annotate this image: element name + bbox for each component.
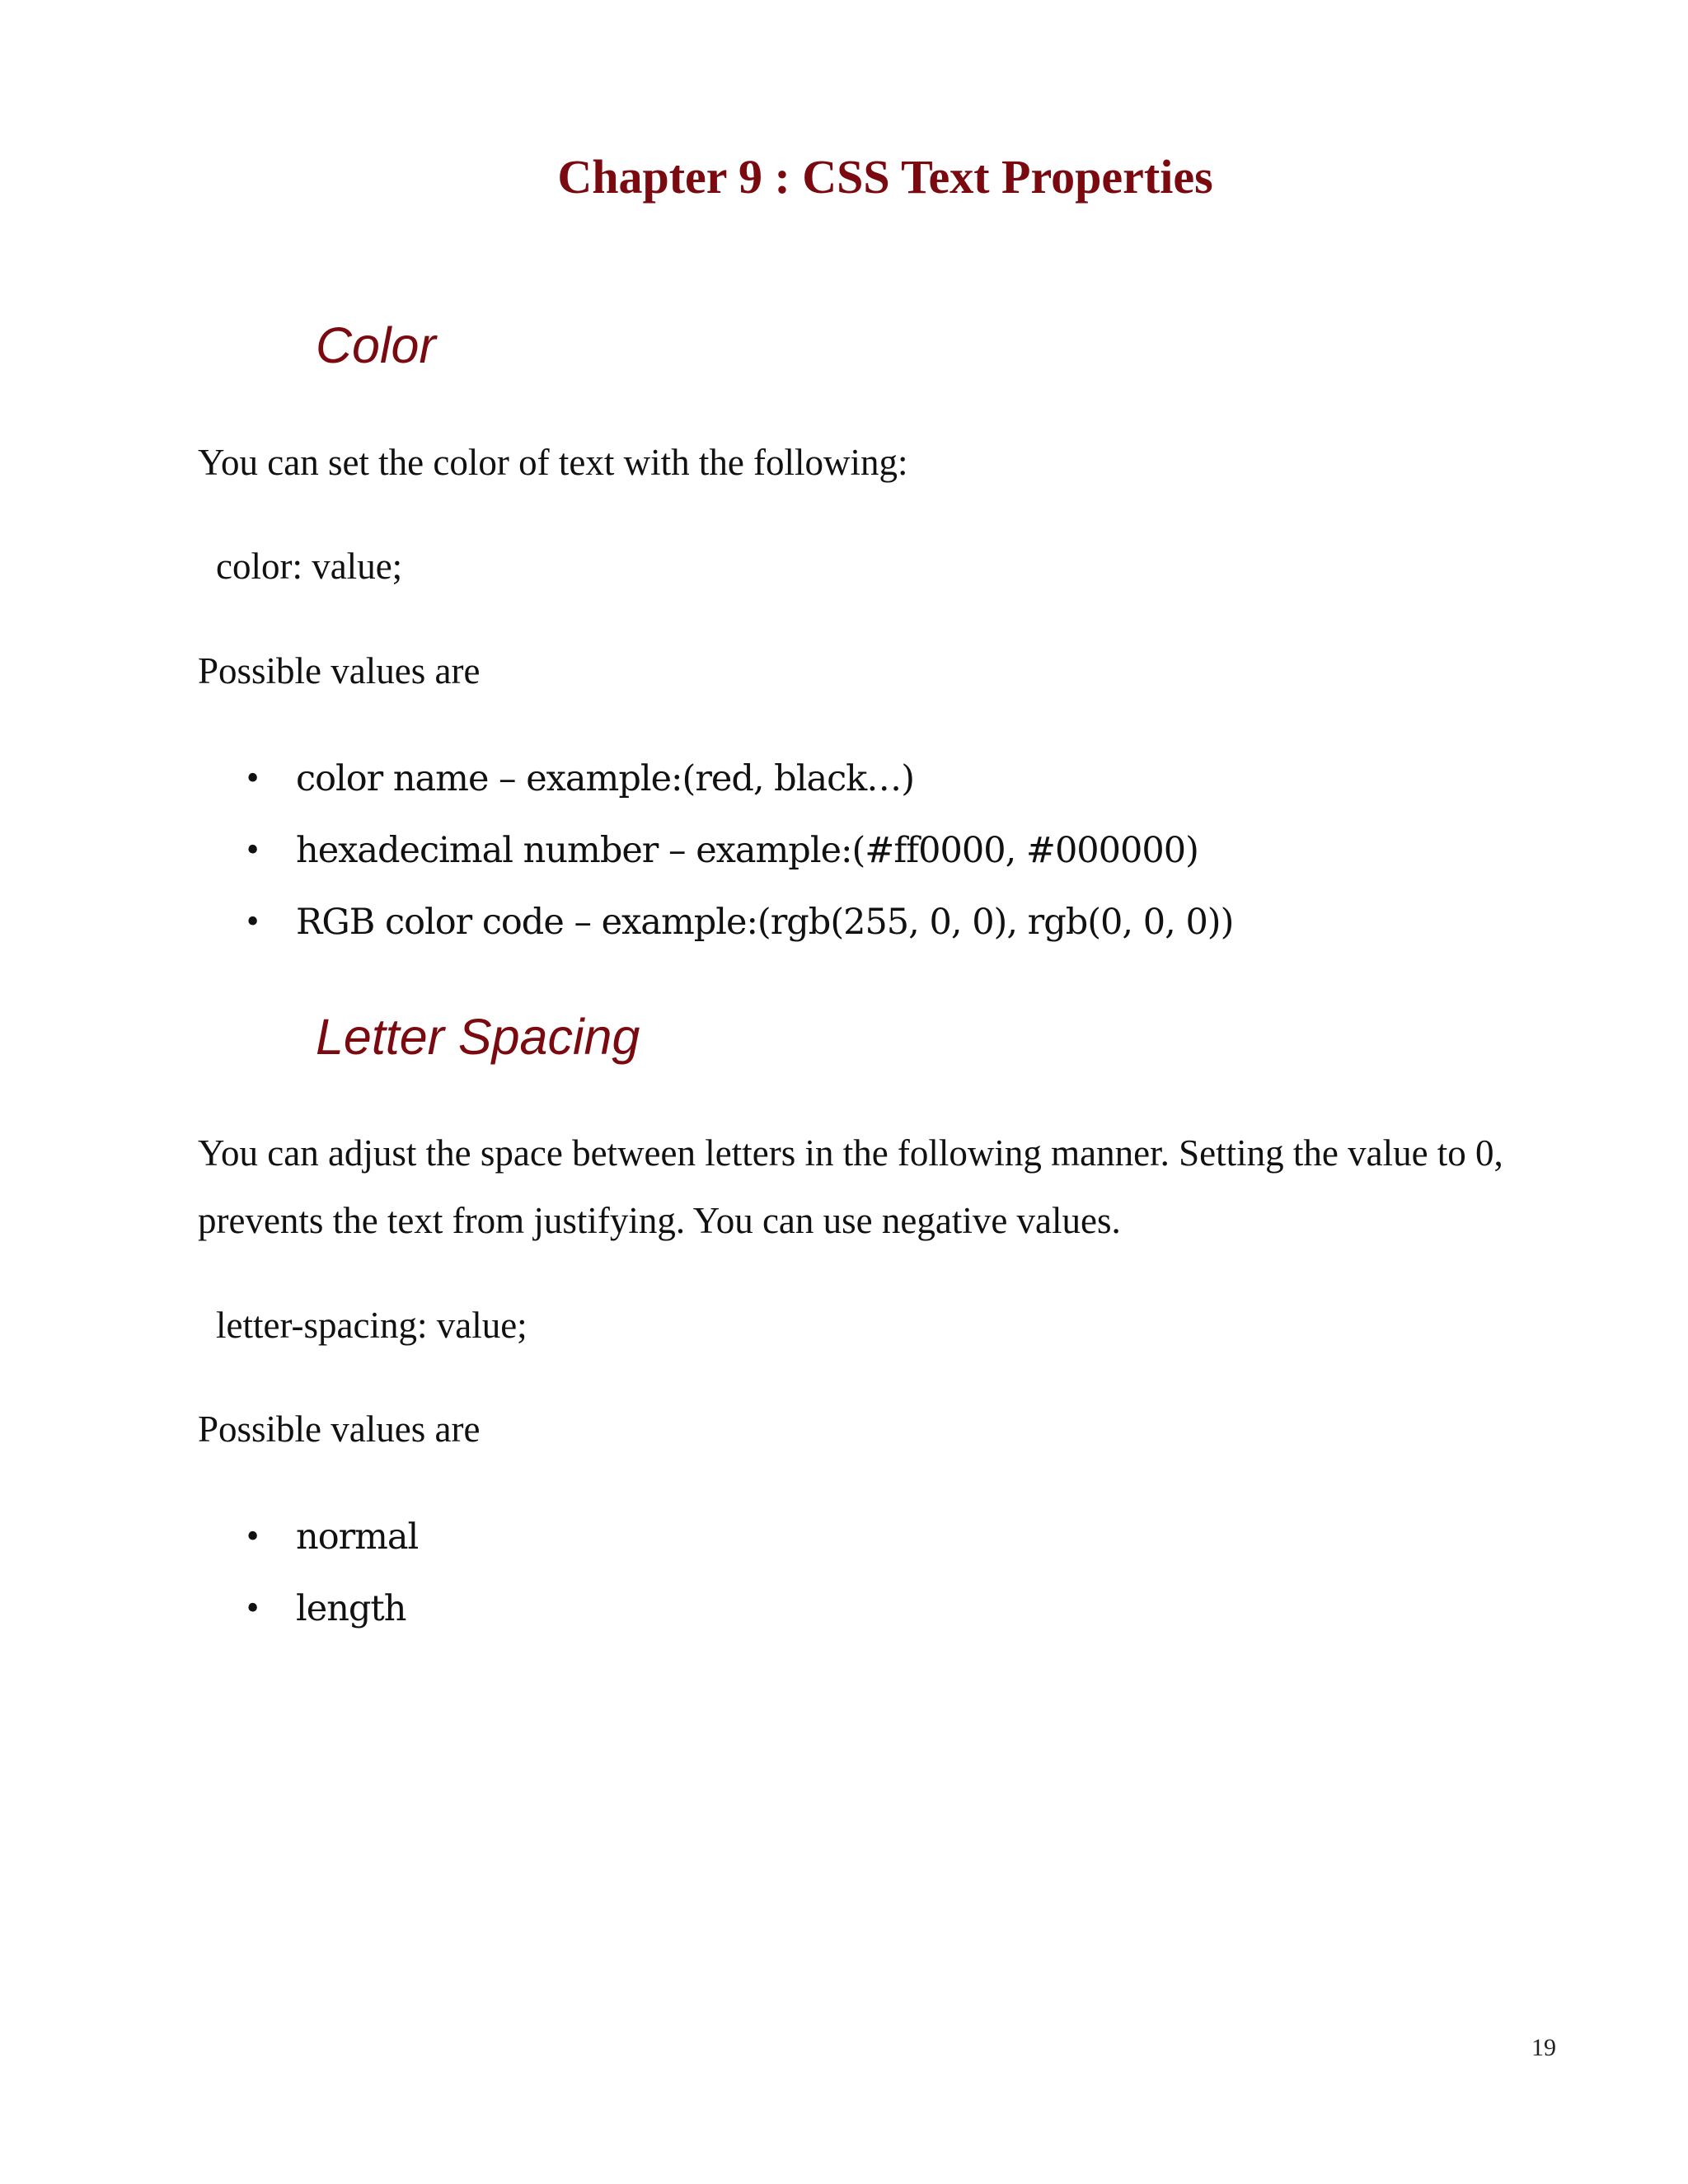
section-heading-letter-spacing: Letter Spacing [316, 1009, 640, 1065]
letter-spacing-intro-line-2: prevents the text from justifying. You can use negative values. [198, 1200, 1121, 1241]
letter-spacing-intro-line-1: You can adjust the space between letters in the following manner. Setting the value to 0, [198, 1132, 1503, 1174]
bullet-icon: • [244, 1592, 261, 1626]
bullet-icon: • [244, 906, 261, 940]
list-item-text: length [296, 1588, 406, 1629]
bullet-icon: • [244, 762, 261, 796]
list-item-text: normal [296, 1516, 419, 1558]
color-values-label: Possible values are [198, 650, 481, 691]
color-code-example: color: value; [216, 546, 403, 587]
color-intro-text: You can set the color of text with the following: [198, 442, 908, 483]
chapter-title: Chapter 9 : CSS Text Properties [557, 150, 1213, 204]
list-item-text: color name – example:(red, black…) [296, 758, 915, 799]
bullet-icon: • [244, 834, 261, 868]
section-heading-color: Color [316, 317, 436, 373]
page-number: 19 [1531, 2034, 1556, 2061]
list-item-text: RGB color code – example:(rgb(255, 0, 0), rgb(0, 0, 0)) [296, 902, 1234, 943]
letter-spacing-code-example: letter-spacing: value; [216, 1305, 528, 1346]
letter-spacing-values-label: Possible values are [198, 1408, 481, 1450]
bullet-icon: • [244, 1521, 261, 1554]
list-item-text: hexadecimal number – example:(#ff0000, #000000) [296, 830, 1198, 871]
